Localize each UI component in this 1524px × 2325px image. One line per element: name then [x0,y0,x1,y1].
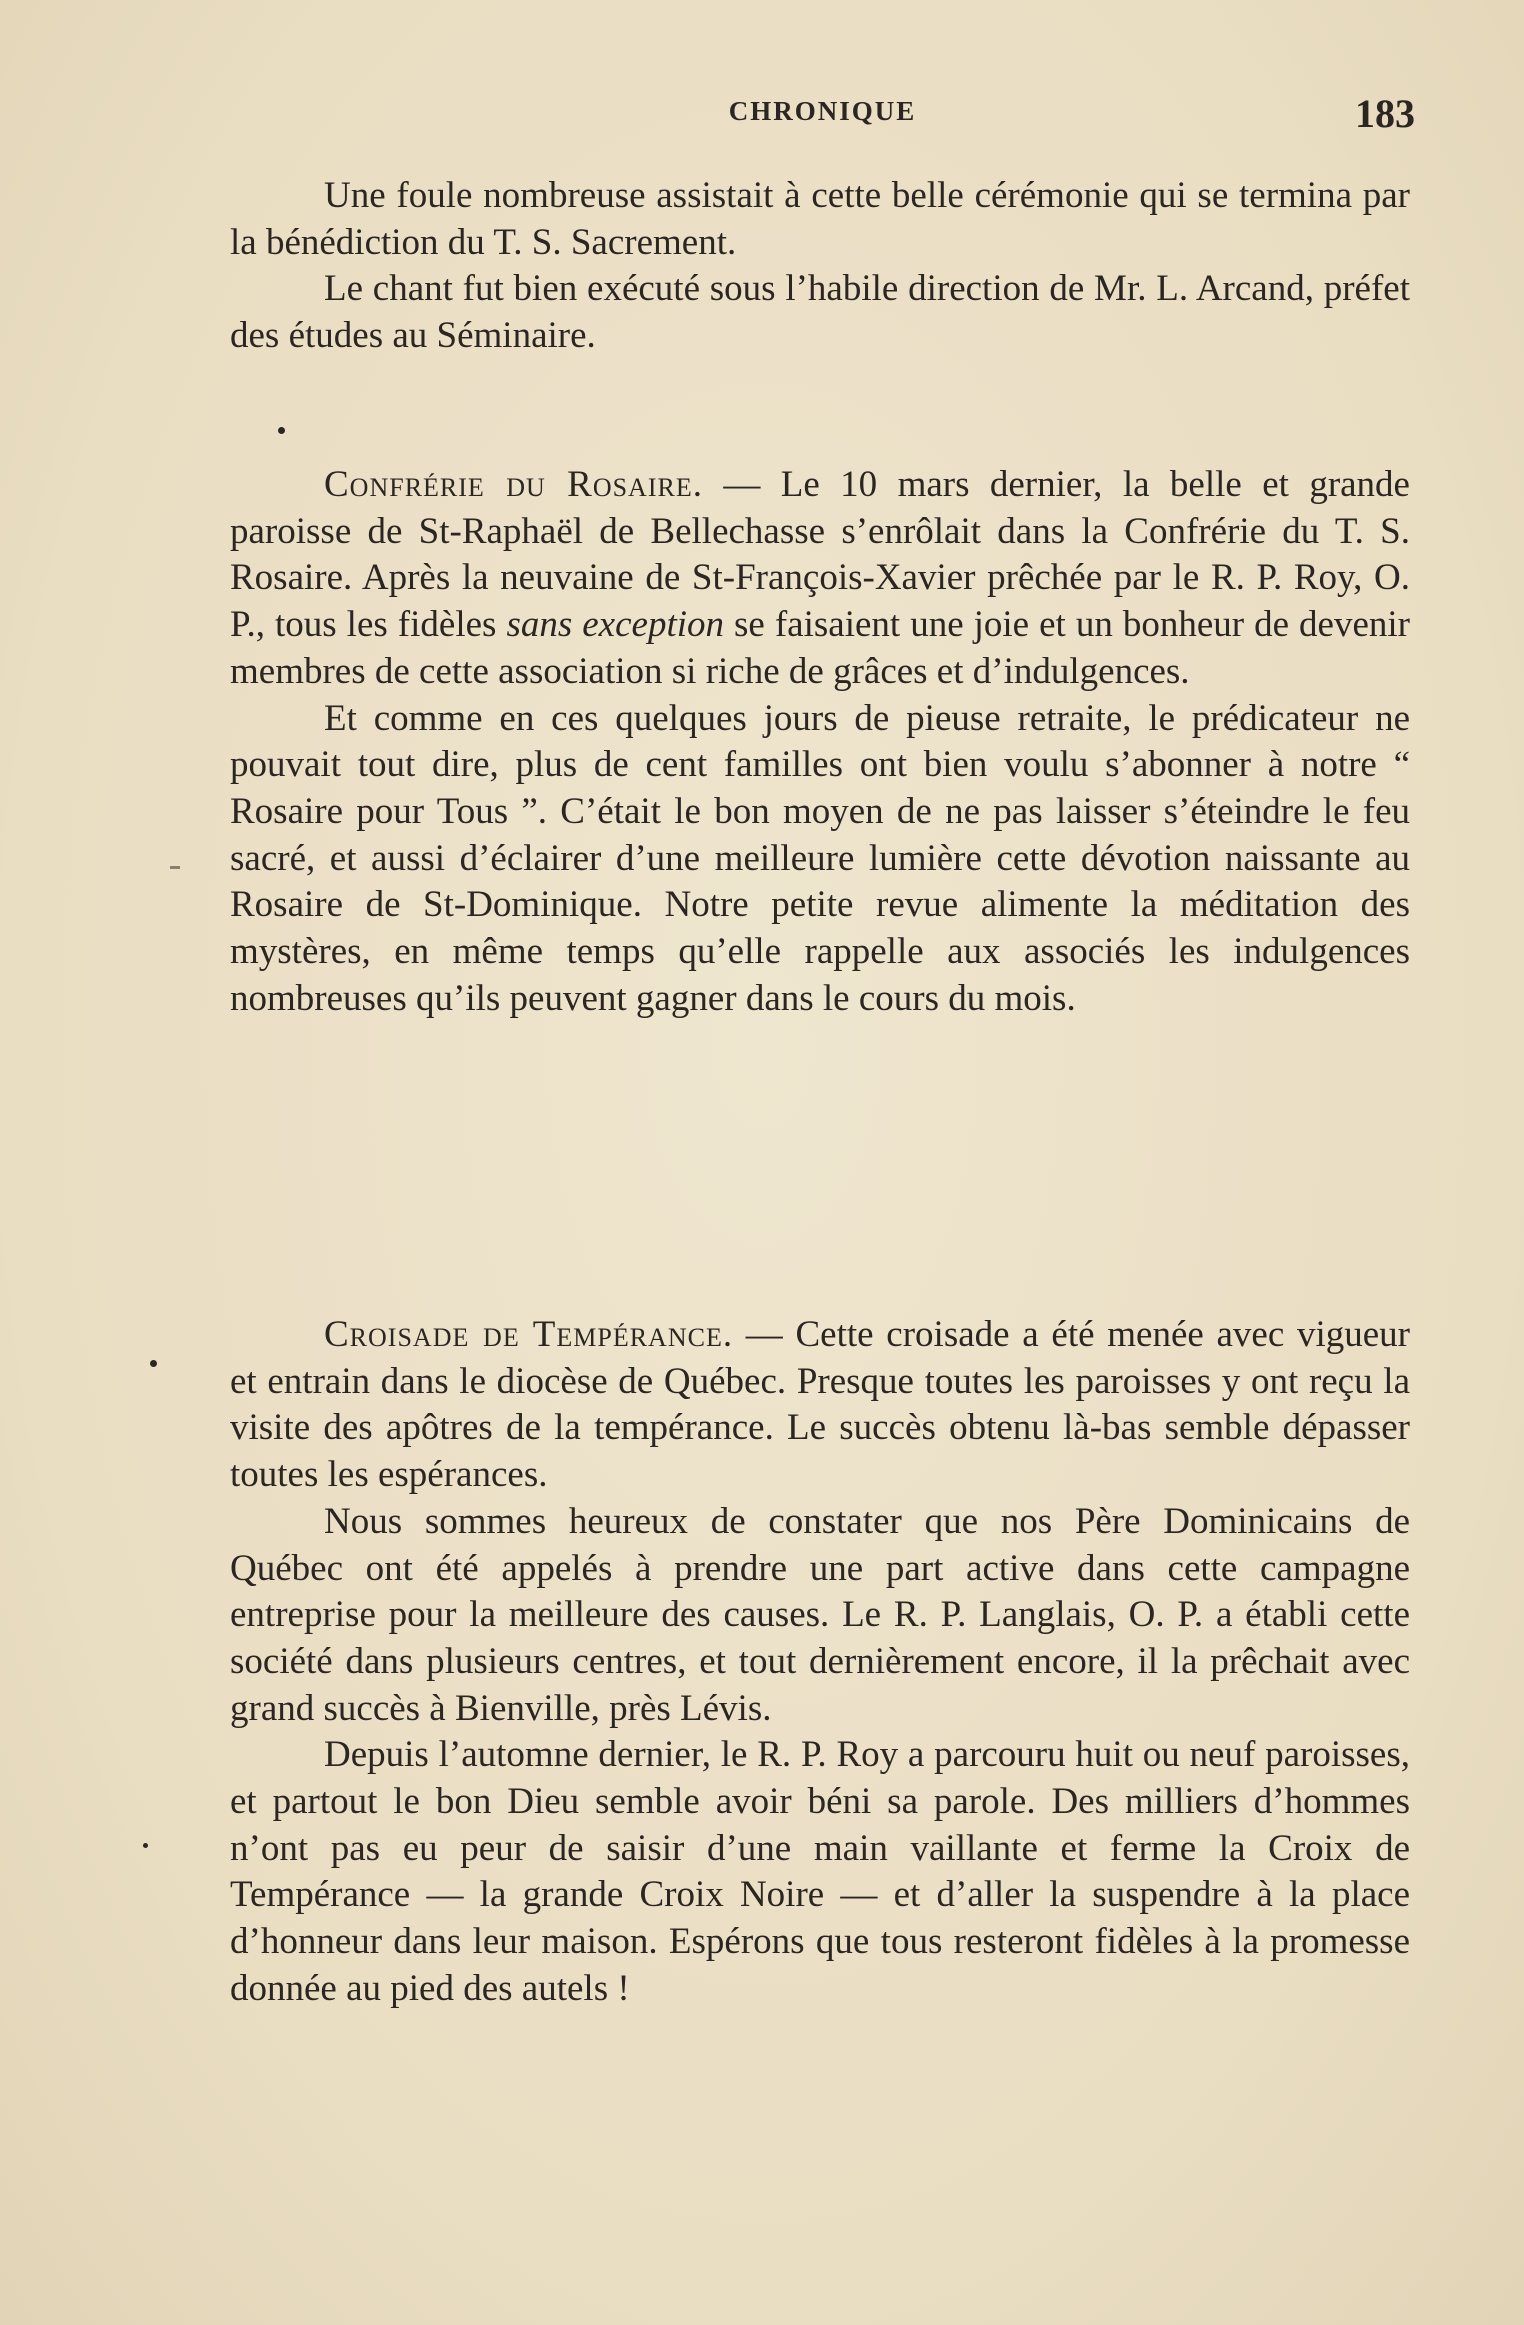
print-speck [278,427,285,434]
temperance-section [230,1312,1410,2013]
rosaire-paragraph-1 [230,462,1410,696]
rosaire-p1-italic: sans exception [506,604,724,646]
temperance-heading: Croisade de Tempérance. [324,1314,734,1355]
print-speck [170,866,180,869]
rosaire-p1-lead: — Le 10 mars dernier, la belle et grande paroisse de St-Raphaël de Bellechasse s’enrôlait dans la Confrérie du T. S. Rosaire. Après la neuvaine de St-François-Xavier prêchée par le R. P. Roy, O. P., tous les fidèles [230,464,1410,646]
running-head [230,90,1415,136]
print-speck [150,1360,157,1367]
rosaire-section [230,462,1410,1022]
rosaire-heading: Confrérie du Rosaire. [324,464,703,505]
print-speck [143,1843,148,1848]
page-number: 183 [1355,91,1415,136]
intro-paragraph-1: Une foule nombreuse assistait à cette belle cérémonie qui se termina par la bénédiction du T. S. Sacrement. [230,175,1410,263]
intro-section [230,173,1410,360]
intro-paragraph-2: Le chant fut bien exécuté sous l’habile direction de Mr. L. Arcand, préfet des études au Séminaire. [230,268,1410,357]
rosaire-p1-tail: se faisaient une joie et un bonheur de devenir membres de cette association si riche de grâces et d’indulgences. [230,604,1410,692]
temperance-paragraph-1 [230,1312,1410,1499]
temperance-paragraph-3: Depuis l’automne dernier, le R. P. Roy a parcouru huit ou neuf paroisses, et partout le bon Dieu semble avoir béni sa parole. Des milliers d’hommes n’ont pas eu peur de saisir d’une main vaillante et ferme la Croix de Tempérance — la grande Croix Noire — et d’aller la suspendre à la place d’honneur dans leur maison. Espérons que tous resteront fidèles à la promesse donnée au pied des autels ! [230,1734,1410,2009]
temperance-paragraph-2: Nous sommes heureux de constater que nos Père Dominicains de Québec ont été appelés à prendre une part active dans cette campagne entreprise pour la meilleure des causes. Le R. P. Langlais, O. P. a établi cette société dans plusieurs centres, et tout dernièrement encore, il la prêchait avec grand succès à Bienville, près Lévis. [230,1500,1410,1729]
temperance-p1-lead: — Cette croisade a été menée avec vigueur et entrain dans le diocèse de Québec. Presque toutes les paroisses y ont reçu la visite des apôtres de la tempérance. Le succès obtenu là-bas semble dépasser toutes les espérances. [230,1314,1410,1496]
rosaire-paragraph-2: Et comme en ces quelques jours de pieuse retraite, le prédicateur ne pouvait tout dire, plus de cent familles ont bien voulu s’abonner à notre “ Rosaire pour Tous ”. C’était le bon moyen de ne pas laisser s’éteindre le feu sacré, et aussi d’éclairer d’une meilleure lumière cette dévotion naissante au Rosaire de St-Dominique. Notre petite revue alimente la méditation des mystères, en même temps qu’elle rappelle aux associés les indulgences nombreuses qu’ils peuvent gagner dans le cours du mois. [230,697,1410,1019]
running-title: CHRONIQUE [728,96,917,126]
